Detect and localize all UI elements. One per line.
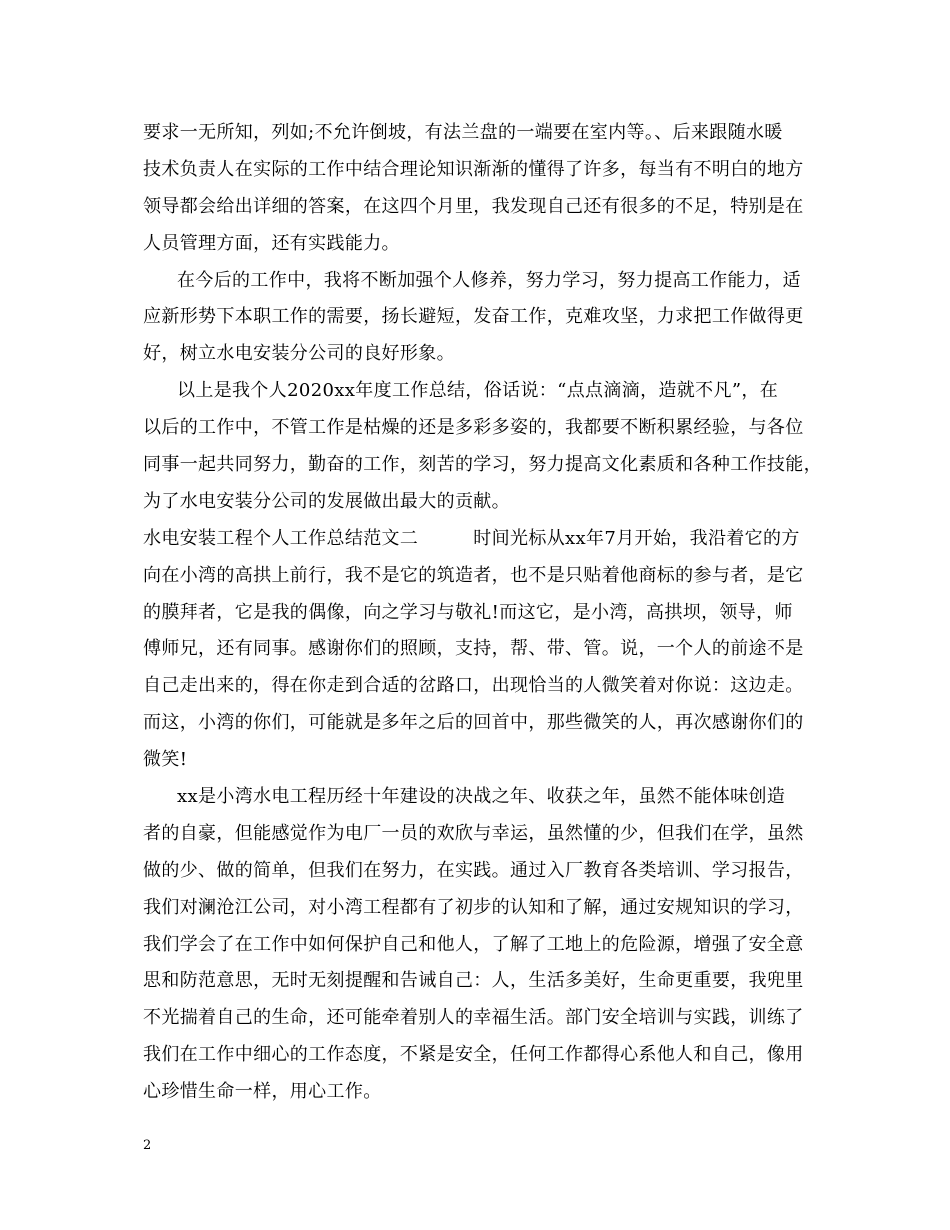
page-number: 2: [143, 1138, 152, 1153]
text-line: 水电安装工程个人工作总结范文二 时间光标从xx年7月开始，我沿着它的方: [143, 527, 800, 549]
text-line: xx是小湾水电工程历经十年建设的决战之年、收获之年，虽然不能体味创造: [177, 786, 786, 808]
text-line: 微笑!: [143, 749, 188, 771]
text-line: 我们对澜沧江公司，对小湾工程都有了初步的认知和了解，通过安规知识的学习，: [143, 896, 804, 918]
text-line: 的膜拜者，它是我的偶像，向之学习与敬礼!而这它，是小湾，高拱坝，领导，师: [143, 601, 793, 623]
text-line: 技术负责人在实际的工作中结合理论知识渐渐的懂得了许多，每当有不明白的地方: [143, 158, 804, 180]
text-line: 以上是我个人2020xx年度工作总结，俗话说：“点点滴滴，造就不凡”，在: [177, 380, 779, 402]
text-line: 做的少、做的简单，但我们在努力，在实践。通过入厂教育各类培训、学习报告，: [143, 859, 804, 881]
text-line: 自己走出来的，得在你走到合适的岔路口，出现恰当的人微笑着对你说：这边走。: [143, 675, 804, 697]
text-line: 同事一起共同努力，勤奋的工作，刻苦的学习，努力提高文化素质和各种工作技能，: [143, 454, 822, 476]
text-line: 人员管理方面，还有实践能力。: [143, 232, 400, 254]
text-line: 思和防范意思，无时无刻提醒和告诫自己：人，生活多美好，生命更重要，我兜里: [143, 970, 804, 992]
text-line: 应新形势下本职工作的需要，扬长避短，发奋工作，克难攻坚，力求把工作做得更: [143, 306, 804, 328]
text-line: 傅师兄，还有同事。感谢你们的照顾，支持，帮、带、管。说，一个人的前途不是: [143, 638, 804, 660]
text-line: 要求一无所知，列如;不允许倒坡，有法兰盘的一端要在室内等。、后来跟随水暖: [143, 122, 783, 143]
text-line: 领导都会给出详细的答案，在这四个月里，我发现自己还有很多的不足，特别是在: [143, 195, 804, 217]
text-line: 以后的工作中，不管工作是枯燥的还是多彩多姿的，我都要不断积累经验，与各位: [143, 417, 804, 439]
text-line: 为了水电安装分公司的发展做出最大的贡献。: [143, 490, 510, 512]
text-line: 在今后的工作中，我将不断加强个人修养，努力学习，努力提高工作能力，适: [177, 269, 801, 291]
text-line: 而这，小湾的你们，可能就是多年之后的回首中，那些微笑的人，再次感谢你们的: [143, 712, 804, 734]
document-body: [143, 118, 828, 1114]
text-line: 我们学会了在工作中如何保护自己和他人，了解了工地上的危险源，增强了安全意: [143, 933, 804, 955]
text-line: 心珍惜生命一样，用心工作。: [143, 1081, 382, 1103]
text-line: 向在小湾的高拱上前行，我不是它的筑造者，也不是只贴着他商标的参与者，是它: [143, 564, 804, 586]
text-line: 不光揣着自己的生命，还可能牵着别人的幸福生活。部门安全培训与实践，训练了: [143, 1007, 804, 1029]
text-line: 者的自豪，但能感觉作为电厂一员的欢欣与幸运，虽然懂的少，但我们在学，虽然: [143, 822, 804, 844]
text-line: 我们在工作中细心的工作态度，不紧是安全，任何工作都得心系他人和自己，像用: [143, 1044, 804, 1066]
text-line: 好，树立水电安装分公司的良好形象。: [143, 343, 455, 365]
